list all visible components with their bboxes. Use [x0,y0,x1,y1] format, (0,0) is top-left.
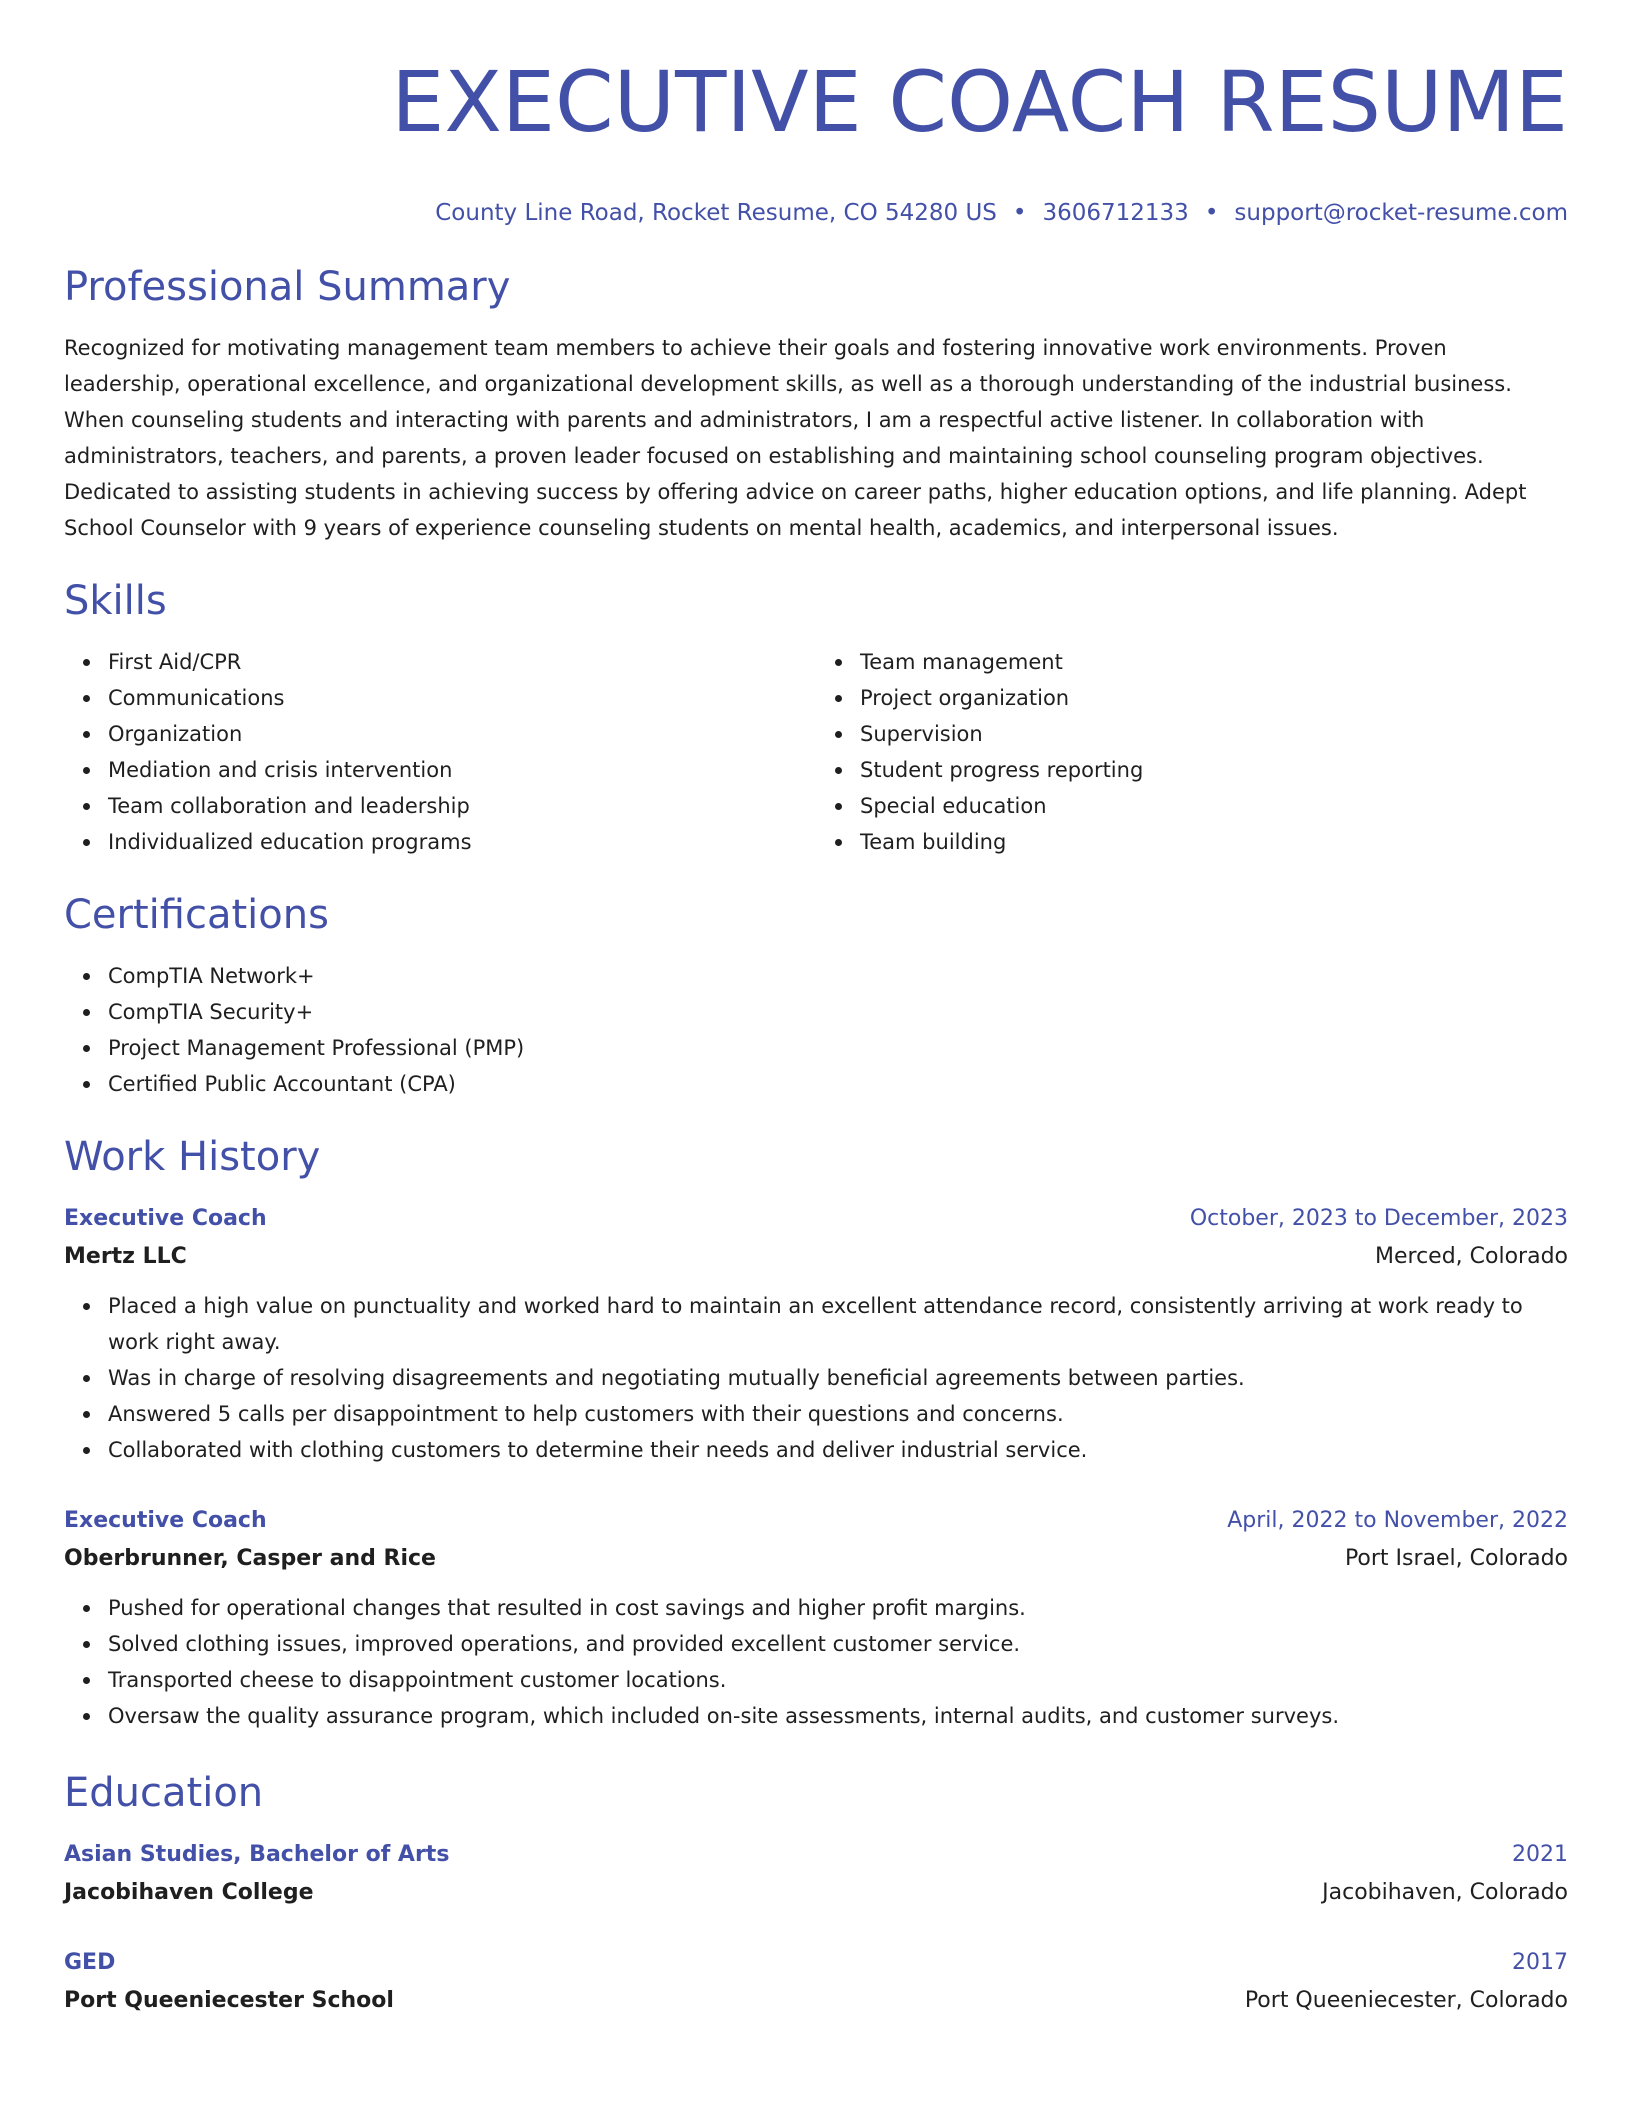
job-company-row [64,1238,1568,1276]
skill-item: First Aid/CPR [108,644,816,680]
skill-item: Project organization [860,680,1568,716]
certification-item: CompTIA Network+ [108,958,1568,994]
education-degree: GED [64,1950,116,1975]
job-title: Executive Coach [64,1508,267,1533]
job-dates: October, 2023 to December, 2023 [1189,1206,1568,1231]
summary-section [64,262,1568,546]
skill-item: Team management [860,644,1568,680]
education-entry [64,1836,1568,1912]
skills-column-right [816,644,1568,860]
job-bullet: Solved clothing issues, improved operations, and provided excellent customer service. [108,1626,1568,1662]
job-title-row [64,1200,1568,1238]
contact-separator: • [1012,200,1027,226]
certification-item: Certified Public Accountant (CPA) [108,1066,1568,1102]
job-bullet: Collaborated with clothing customers to determine their needs and deliver industrial service. [108,1432,1568,1468]
education-school-row [64,1982,1568,2020]
contact-email: support@rocket-resume.com [1234,200,1568,226]
education-degree-row [64,1944,1568,1982]
education-degree: Asian Studies, Bachelor of Arts [64,1842,450,1867]
skill-item: Organization [108,716,816,752]
skill-item: Special education [860,788,1568,824]
job-bullets [64,1590,1568,1734]
job-bullet: Oversaw the quality assurance program, which included on-site assessments, internal audits, and customer surveys. [108,1698,1568,1734]
education-year: 2017 [1512,1950,1568,1975]
skill-item: Supervision [860,716,1568,752]
education-location: Port Queeniecester, Colorado [1244,1988,1568,2013]
job-bullet: Was in charge of resolving disagreements and negotiating mutually beneficial agreements between parties. [108,1360,1568,1396]
education-location: Jacobihaven, Colorado [1322,1880,1568,1905]
job-location: Merced, Colorado [1374,1244,1568,1269]
work-history-section [64,1132,1568,1734]
job-title: Executive Coach [64,1206,267,1231]
certification-item: Project Management Professional (PMP) [108,1030,1568,1066]
job-company: Mertz LLC [64,1244,187,1269]
contact-phone: 3606712133 [1042,200,1189,226]
job-bullets [64,1288,1568,1468]
job-bullet: Transported cheese to disappointment customer locations. [108,1662,1568,1698]
certifications-list [64,958,1568,1102]
skills-list-left [64,644,816,860]
job-location: Port Israel, Colorado [1344,1546,1568,1571]
education-year: 2021 [1512,1842,1568,1867]
skills-list-right [816,644,1568,860]
skill-item: Communications [108,680,816,716]
job-company-row [64,1540,1568,1578]
education-entry [64,1944,1568,2020]
education-school: Port Queeniecester School [64,1988,394,2013]
skill-item: Team building [860,824,1568,860]
skill-item: Individualized education programs [108,824,816,860]
resume-header [64,52,1568,228]
education-school: Jacobihaven College [64,1880,314,1905]
education-section [64,1768,1568,2020]
job-company: Oberbrunner, Casper and Rice [64,1546,436,1571]
skills-grid [64,644,1568,860]
certification-item: CompTIA Security+ [108,994,1568,1030]
job-bullet: Answered 5 calls per disappointment to help customers with their questions and concerns. [108,1396,1568,1432]
job-entry [64,1200,1568,1468]
job-title-row [64,1502,1568,1540]
job-bullet: Pushed for operational changes that resulted in cost savings and higher profit margins. [108,1590,1568,1626]
skills-section [64,576,1568,860]
work-history-heading: Work History [64,1134,321,1180]
job-dates: April, 2022 to November, 2022 [1227,1508,1568,1533]
skill-item: Mediation and crisis intervention [108,752,816,788]
education-school-row [64,1874,1568,1912]
contact-line [64,198,1568,228]
skills-column-left [64,644,816,860]
certifications-section [64,890,1568,1102]
job-bullet: Placed a high value on punctuality and worked hard to maintain an excellent attendance record, consistently arriving at work ready to work right away. [108,1288,1568,1360]
skill-item: Student progress reporting [860,752,1568,788]
education-heading: Education [64,1770,264,1816]
summary-text: Recognized for motivating management team members to achieve their goals and fostering innovative work environments. Proven leadership, operational excellence, and organizational development skills, as well as a thorough understanding of the industrial business. When counseling students and interacting with parents and administrators, I am a respectful active listener. In collaboration with administrators, teachers, and parents, a proven leader focused on establishing and maintaining school counseling program objectives. Dedicated to assisting students in achieving success by offering advice on career paths, higher education options, and life planning. Adept School Counselor with 9 years of experience counseling students on mental health, academics, and interpersonal issues. [64,336,1527,540]
education-degree-row [64,1836,1568,1874]
skills-heading: Skills [64,578,167,624]
summary-heading: Professional Summary [64,264,511,310]
skill-item: Team collaboration and leadership [108,788,816,824]
certifications-heading: Certifications [64,892,329,938]
resume-title: EXECUTIVE COACH RESUME [391,53,1568,151]
contact-separator: • [1204,200,1219,226]
contact-address: County Line Road, Rocket Resume, CO 54280 US [435,200,997,226]
job-entry [64,1502,1568,1734]
